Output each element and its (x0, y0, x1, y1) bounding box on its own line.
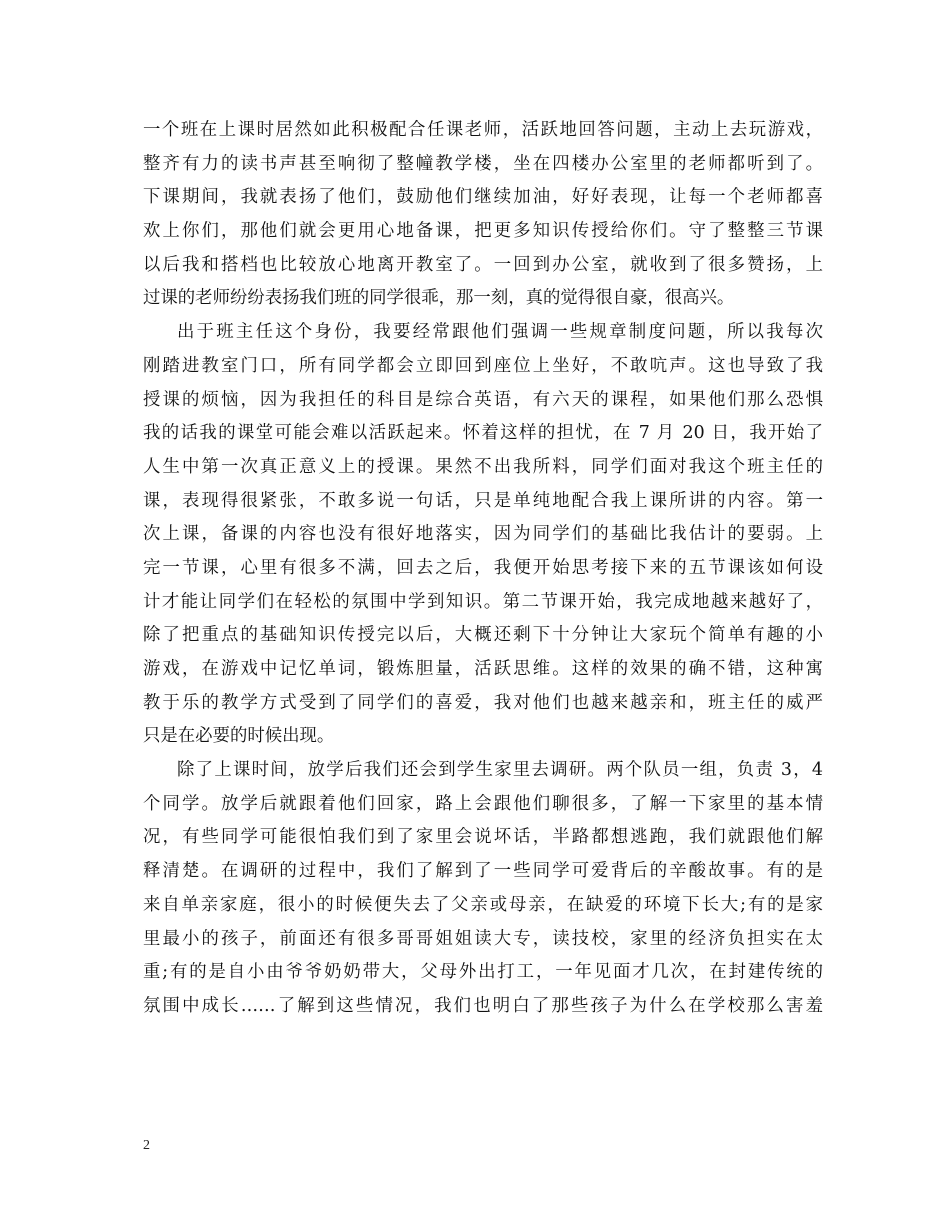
text-line: 人生中第一次真正意义上的授课。果然不出我所料，同学们面对我这个班主任的 (143, 456, 823, 477)
text-line: 游戏，在游戏中记忆单词，锻炼胆量，活跃思维。这样的效果的确不错，这种寓 (143, 659, 823, 679)
text-line: 计才能让同学们在轻松的氛围中学到知识。第二节课开始，我完成地越来越好了， (143, 591, 823, 612)
text-line: 整齐有力的读书声甚至响彻了整幢教学楼，坐在四楼办公室里的老师都听到了。 (143, 153, 823, 174)
page-number: 2 (143, 1138, 150, 1153)
text-line: 下课期间，我就表扬了他们，鼓励他们继续加油，好好表现，让每一个老师都喜 (143, 187, 823, 208)
text-line: 刚踏进教室门口，所有同学都会立即回到座位上坐好，不敢吭声。这也导致了我 (143, 355, 823, 376)
text-line: 只是在必要的时候出现。 (143, 726, 335, 747)
text-line: 来自单亲家庭，很小的时候便失去了父亲或母亲，在缺爱的环境下长大;有的是家 (143, 894, 823, 915)
body-text (143, 114, 823, 1024)
text-line: 以后我和搭档也比较放心地离开教室了。一回到办公室，就收到了很多赞扬，上 (143, 254, 823, 275)
text-line: 出于班主任这个身份，我要经常跟他们强调一些规章制度问题，所以我每次 (177, 322, 823, 343)
text-line: 重;有的是自小由爷爷奶奶带大，父母外出打工，一年见面才几次，在封建传统的 (143, 962, 823, 983)
text-line: 我的话我的课堂可能会难以活跃起来。怀着这样的担忧，在 7 月 20 日，我开始了 (143, 423, 823, 444)
text-line: 释清楚。在调研的过程中，我们了解到了一些同学可爱背后的辛酸故事。有的是 (143, 861, 823, 882)
text-line: 授课的烦恼，因为我担任的科目是综合英语，有六天的课程，如果他们那么恐惧 (143, 389, 823, 410)
text-line: 一个班在上课时居然如此积极配合任课老师，活跃地回答问题，主动上去玩游戏， (143, 120, 823, 140)
text-line: 过课的老师纷纷表扬我们班的同学很乖，那一刻，真的觉得很自豪，很高兴。 (143, 288, 735, 309)
text-line: 次上课，备课的内容也没有很好地落实，因为同学们的基础比我估计的要弱。上 (143, 524, 823, 545)
text-line: 课，表现得很紧张，不敢多说一句话，只是单纯地配合我上课所讲的内容。第一 (143, 490, 823, 511)
text-line: 欢上你们，那他们就会更用心地备课，把更多知识传授给你们。守了整整三节课 (143, 221, 823, 242)
text-line: 除了把重点的基础知识传授完以后，大概还剩下十分钟让大家玩个简单有趣的小 (143, 625, 823, 646)
text-line: 除了上课时间，放学后我们还会到学生家里去调研。两个队员一组，负责 3，4 (177, 760, 823, 781)
text-line: 完一节课，心里有很多不满，回去之后，我便开始思考接下来的五节课该如何设 (143, 557, 823, 578)
text-line: 里最小的孩子，前面还有很多哥哥姐姐读大专，读技校，家里的经济负担实在太 (143, 928, 823, 949)
text-line: 教于乐的教学方式受到了同学们的喜爱，我对他们也越来越亲和，班主任的威严 (143, 692, 823, 713)
text-line: 个同学。放学后就跟着他们回家，路上会跟他们聊很多，了解一下家里的基本情 (143, 793, 823, 814)
text-line: 氛围中成长……了解到这些情况，我们也明白了那些孩子为什么在学校那么害羞 (143, 995, 823, 1016)
text-line: 况，有些同学可能很怕我们到了家里会说坏话，半路都想逃跑，我们就跟他们解 (143, 827, 823, 848)
